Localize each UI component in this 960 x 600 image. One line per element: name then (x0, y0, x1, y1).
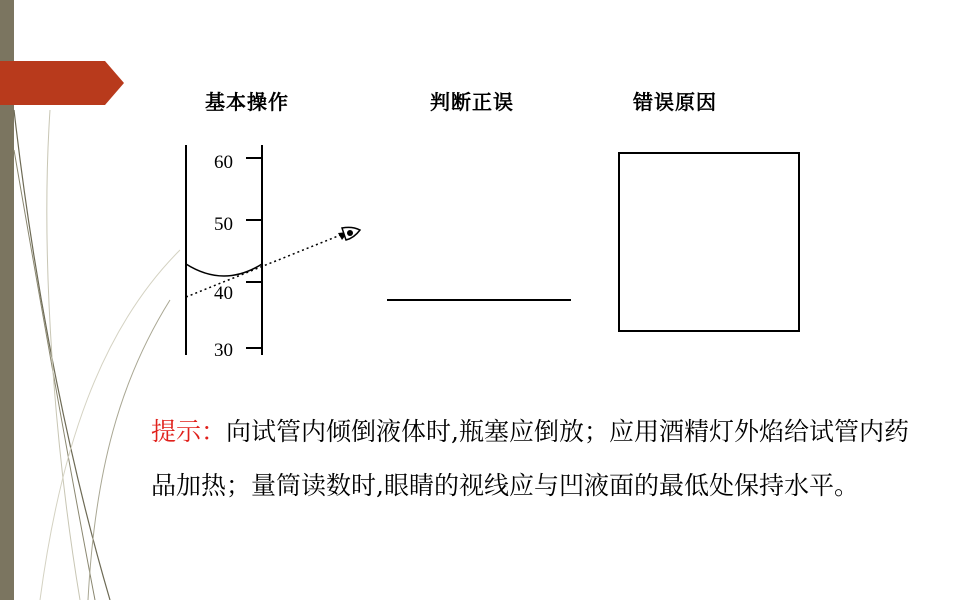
judge-answer-line (387, 299, 571, 301)
hint-label: 提示： (151, 417, 227, 446)
measuring-cylinder-diagram (170, 140, 370, 360)
tick-label-40: 40 (214, 283, 233, 304)
tick-label-30: 30 (214, 340, 233, 360)
sight-line (186, 232, 348, 297)
hint-paragraph (151, 405, 911, 513)
header-judge: 判断正误 (430, 90, 514, 114)
meniscus-curve (186, 264, 262, 276)
header-reason: 错误原因 (633, 90, 717, 114)
hint-text: 向试管内倾倒液体时,瓶塞应倒放；应用酒精灯外焰给试管内药品加热；量筒读数时,眼睛的视线应与凹液面的最低处保持水平。 (151, 417, 909, 500)
header-basic-operation: 基本操作 (205, 90, 289, 114)
reason-answer-box (618, 152, 800, 332)
tick-label-50: 50 (214, 214, 233, 235)
tick-label-60: 60 (214, 152, 233, 173)
eye-icon (342, 227, 360, 240)
